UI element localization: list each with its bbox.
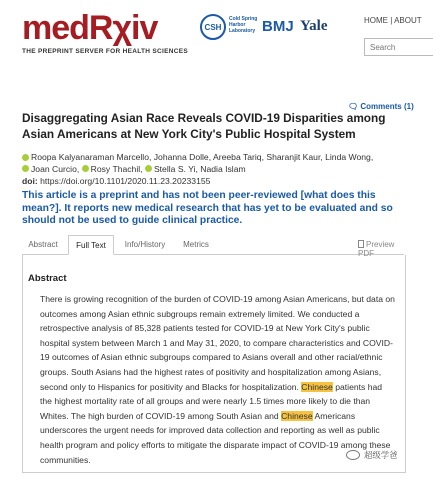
- tab-metrics[interactable]: Metrics: [183, 240, 209, 249]
- doi-link[interactable]: https://doi.org/10.1101/2020.11.23.20233155: [40, 176, 211, 186]
- tab-info-history[interactable]: Info/History: [124, 240, 166, 249]
- author-rosy[interactable]: Rosy Thachil,: [90, 163, 143, 174]
- abstract-text-part1: There is growing recognition of the burden of COVID-19 among Asian Americans, but data on outcomes among Asian ethnic subgroups remain extremely limited. We conducted a retrospective analysis of 85,328 patients tested for COVID-19 at New York City's public hospital system between March 1 and May 31, 2020, to compare characteristics and COVID-19 outcomes of Asian ethnic subgroups compared to Asians overall and other racial/ethnic groups. South Asians had the highest rates of positivity and hospitalization among Asians, second only to Hispanics for positivity and Blacks for hospitalization.: [40, 294, 395, 392]
- highlighted-word: Chinese: [301, 381, 333, 392]
- highlighted-word: Chinese: [281, 410, 313, 421]
- abstract-heading: Abstract: [28, 273, 67, 284]
- preprint-warning: This article is a preprint and has not been peer-reviewed [what does this mean?]. It reports new medical research that has yet to be evaluated and so should not be used to guide clinical practice.: [22, 190, 393, 227]
- top-nav: [364, 16, 422, 25]
- medrxiv-logo[interactable]: medRχiv: [22, 9, 158, 47]
- author-list: [22, 152, 412, 175]
- tab-abstract[interactable]: Abstract: [28, 240, 58, 249]
- doi-label: doi:: [22, 176, 38, 186]
- csh-logo-text: Cold Spring Harbor Laboratory: [229, 16, 258, 34]
- author-joan[interactable]: Joan Curcio,: [31, 163, 80, 174]
- abstract-text-part3: Americans underscores the urgent needs for improved data collection and reporting as well as public health program and policy efforts to mitigate the disparate impact of COVID-19 among these communities.: [40, 410, 391, 465]
- nav-separator: |: [390, 16, 393, 25]
- abstract-text: [40, 292, 396, 467]
- logo-tagline: THE PREPRINT SERVER FOR HEALTH SCIENCES: [22, 48, 189, 55]
- preview-pdf-label: Preview PDF: [358, 240, 395, 258]
- author-stella[interactable]: Stella S. Yi, Nadia Islam: [153, 163, 246, 174]
- csh-logo[interactable]: CSH: [200, 14, 226, 40]
- wechat-icon: [346, 450, 360, 460]
- orcid-icon[interactable]: [145, 165, 152, 172]
- doi-line: [22, 176, 210, 186]
- comments-label: Comments (1): [360, 102, 414, 111]
- nav-home-link[interactable]: HOME: [364, 16, 388, 25]
- pdf-icon: [358, 240, 364, 248]
- tab-full-text[interactable]: Full Text: [68, 235, 114, 255]
- orcid-icon[interactable]: [82, 165, 89, 172]
- article-tabs: [22, 235, 404, 258]
- orcid-icon[interactable]: [22, 154, 29, 161]
- site-header: [0, 0, 433, 58]
- bmj-logo[interactable]: BMJ: [262, 18, 294, 35]
- search-input[interactable]: [364, 38, 433, 56]
- orcid-icon[interactable]: [22, 165, 29, 172]
- watermark-text: 超级学爸: [364, 450, 398, 460]
- abstract-text-part2: patients had the highest mortality rate of all groups and were nearly 1.5 times more likely to die than Whites. The high burden of COVID-19 among South Asian and: [40, 381, 383, 421]
- yale-logo[interactable]: Yale: [300, 18, 328, 34]
- watermark: [346, 449, 398, 461]
- comment-icon: 🗨: [348, 102, 359, 111]
- author-names-line1[interactable]: Roopa Kalyanaraman Marcello, Johanna Dolle, Areeba Tariq, Sharanjit Kaur, Linda Wong,: [31, 152, 374, 162]
- nav-about-link[interactable]: ABOUT: [394, 16, 422, 25]
- article-title: Disaggregating Asian Race Reveals COVID-19 Disparities among Asian Americans at New York City's Public Hospital System: [22, 111, 386, 141]
